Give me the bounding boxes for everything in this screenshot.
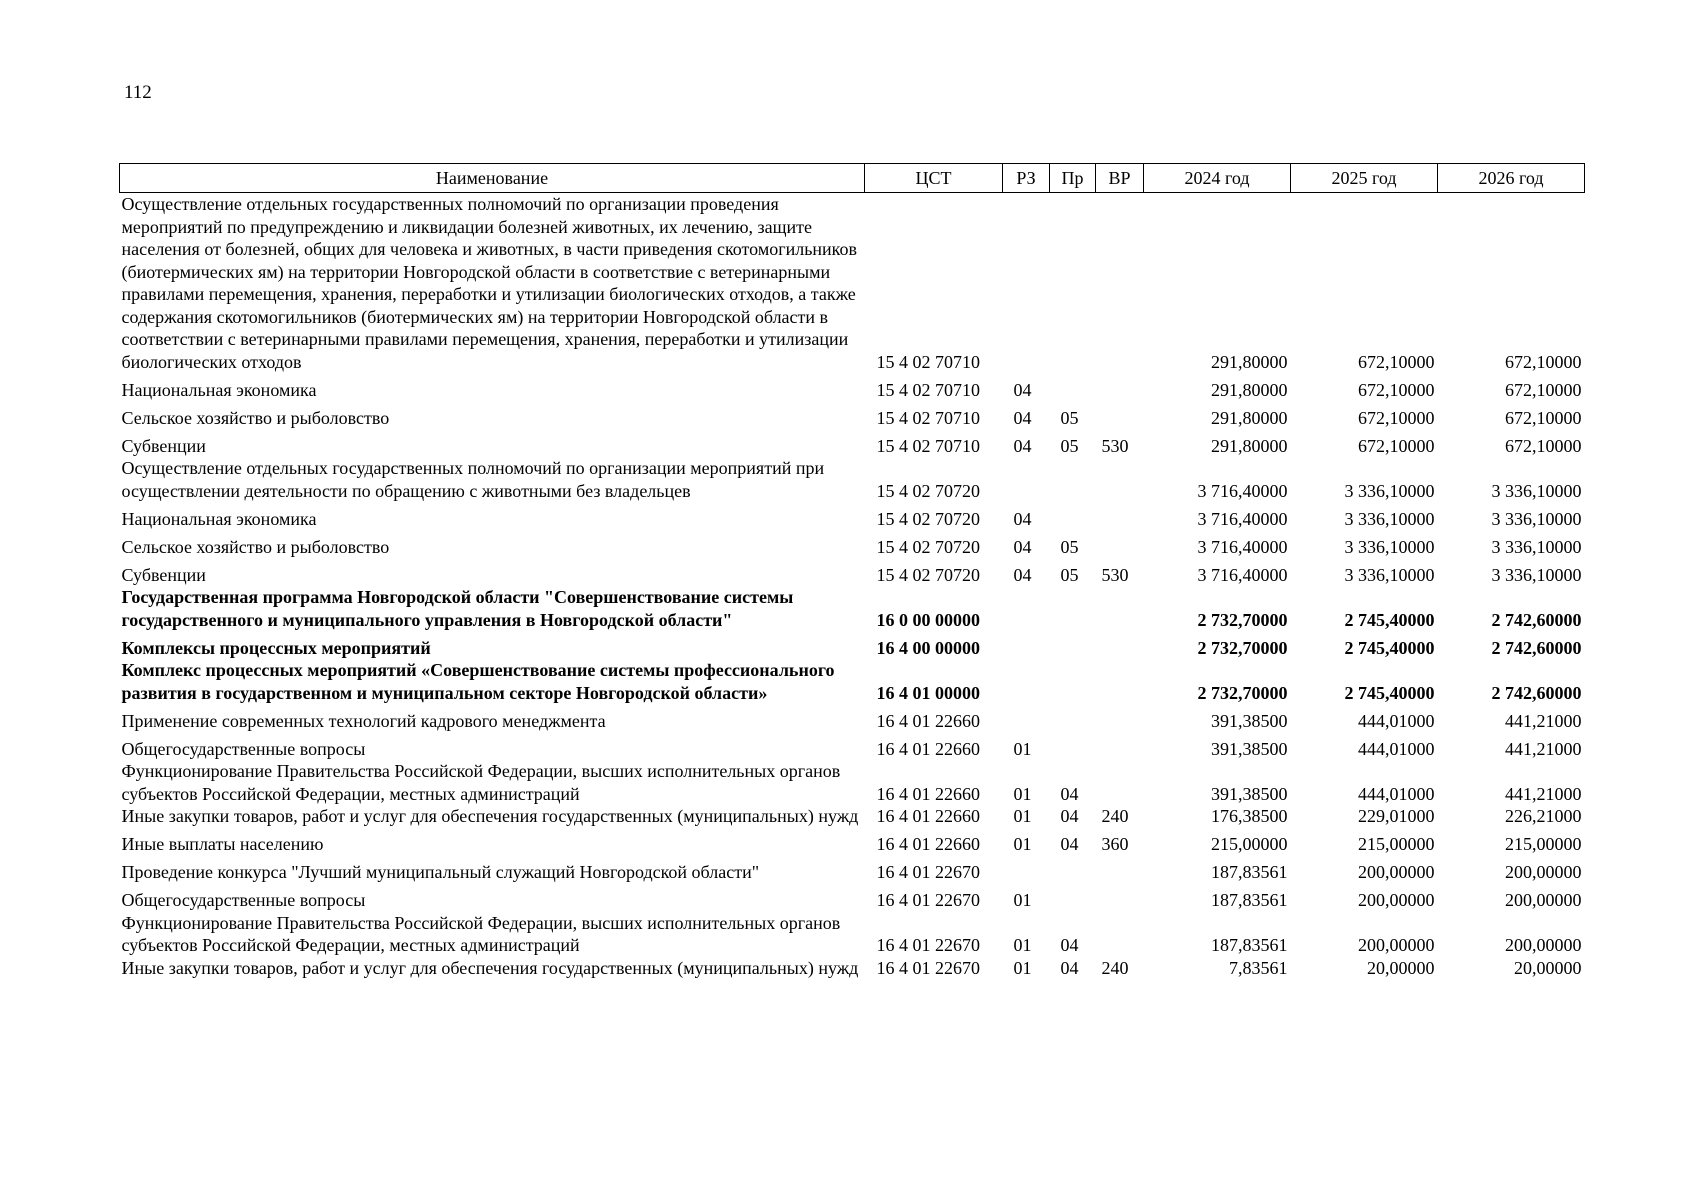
- row-pr: 05: [1060, 435, 1079, 456]
- table-row: [120, 558, 1585, 586]
- row-rz: 04: [1013, 536, 1032, 557]
- row-2026: 215,00000: [1505, 834, 1582, 854]
- row-name: Осуществление отдельных государственных полномочий по организации проведения мероприятий по предупреждению и ликвидации болезней животных, их лечению, защите населения от болезней, общих для человека и животных, в части приведения скотомогильников (биотермических ям) на территории Новгородской области в соответствие с ветеринарными правилами перемещения, хранения, переработки и утилизации биологических отходов, а также содержания скотомогильников (биотермических ям) на территории Новгородской области в соответствии с ветеринарными правилами перемещения, хранения, переработки и утилизации биологических отходов: [121, 194, 858, 372]
- row-pr: [1050, 631, 1096, 659]
- row-vr: [1096, 373, 1144, 401]
- row-vr: [1096, 193, 1144, 374]
- row-pr: 05: [1060, 564, 1079, 585]
- row-2024: 291,80000: [1211, 435, 1288, 456]
- row-name: Применение современных технологий кадрового менеджмента: [121, 710, 606, 731]
- header-row: [120, 164, 1585, 193]
- row-rz: 04: [1013, 435, 1032, 456]
- table-row: [120, 884, 1585, 912]
- row-2024: 2 732,70000: [1197, 682, 1288, 703]
- row-2025: 200,00000: [1358, 935, 1435, 955]
- table-header: [120, 164, 1585, 193]
- row-rz: [1003, 631, 1050, 659]
- row-2024: 187,83561: [1211, 862, 1288, 882]
- row-2025: 2 745,40000: [1344, 637, 1435, 658]
- row-cst: 16 4 01 22660: [876, 738, 980, 759]
- table-body: [120, 193, 1585, 980]
- row-vr: [1096, 884, 1144, 912]
- row-2025: 672,10000: [1358, 407, 1435, 428]
- row-vr: [1096, 631, 1144, 659]
- row-vr: [1096, 401, 1144, 429]
- row-2024: 291,80000: [1211, 351, 1288, 372]
- row-2024: 3 716,40000: [1197, 508, 1288, 529]
- row-name: Комплекс процессных мероприятий «Совершенствование системы профессионального развития в государственном и муниципальном секторе Новгородской области»: [121, 660, 835, 703]
- table-row: [120, 429, 1585, 457]
- table-row: [120, 957, 1585, 980]
- row-cst: 16 4 01 22670: [876, 935, 980, 955]
- table-row: [120, 912, 1585, 957]
- row-rz: [1003, 193, 1050, 374]
- row-rz: 04: [1013, 508, 1032, 529]
- row-cst: 16 4 01 22660: [876, 783, 980, 804]
- row-pr: 04: [1060, 957, 1079, 978]
- row-2024: 2 732,70000: [1197, 637, 1288, 658]
- row-cst: 15 4 02 70720: [876, 536, 980, 557]
- row-2025: 3 336,10000: [1344, 536, 1435, 557]
- row-rz: [1003, 856, 1050, 884]
- row-2025: 2 745,40000: [1344, 682, 1435, 703]
- row-vr: [1096, 732, 1144, 760]
- row-pr: 05: [1060, 536, 1079, 557]
- row-2024: 176,38500: [1211, 806, 1288, 826]
- row-cst: 16 4 01 22660: [876, 806, 980, 826]
- table-row: [120, 760, 1585, 805]
- header-2024: 2024 год: [1144, 164, 1291, 193]
- row-2024: 391,38500: [1211, 710, 1288, 731]
- row-vr: 240: [1101, 957, 1129, 978]
- row-2025: 672,10000: [1358, 435, 1435, 456]
- row-2026: 672,10000: [1505, 407, 1582, 428]
- row-name: Иные выплаты населению: [121, 834, 324, 854]
- header-rz: РЗ: [1003, 164, 1050, 193]
- row-2024: 3 716,40000: [1197, 480, 1288, 501]
- table-row: [120, 401, 1585, 429]
- row-pr: [1050, 457, 1096, 502]
- row-name: Национальная экономика: [121, 508, 317, 529]
- row-2026: 200,00000: [1505, 935, 1582, 955]
- row-pr: [1050, 502, 1096, 530]
- row-2025: 215,00000: [1358, 834, 1435, 854]
- row-pr: 04: [1060, 834, 1079, 854]
- row-2024: 187,83561: [1211, 890, 1288, 910]
- row-2025: 444,01000: [1358, 783, 1435, 804]
- row-vr: [1096, 856, 1144, 884]
- row-rz: 01: [1013, 957, 1032, 978]
- row-name: Функционирование Правительства Российской Федерации, высших исполнительных органов субъектов Российской Федерации, местных администраций: [121, 912, 841, 955]
- row-name: Функционирование Правительства Российской Федерации, высших исполнительных органов субъектов Российской Федерации, местных администраций: [121, 761, 841, 804]
- row-vr: [1096, 659, 1144, 704]
- row-2026: 672,10000: [1505, 435, 1582, 456]
- table-row: [120, 586, 1585, 631]
- table-row: [120, 856, 1585, 884]
- table-row: [120, 502, 1585, 530]
- row-name: Национальная экономика: [121, 379, 317, 400]
- row-2026: 2 742,60000: [1491, 682, 1582, 703]
- row-2024: 187,83561: [1211, 935, 1288, 955]
- row-2026: 672,10000: [1505, 351, 1582, 372]
- row-2024: 291,80000: [1211, 407, 1288, 428]
- row-rz: 04: [1013, 379, 1032, 400]
- row-2025: 3 336,10000: [1344, 508, 1435, 529]
- row-2025: 20,00000: [1367, 957, 1435, 978]
- row-2025: 444,01000: [1358, 738, 1435, 759]
- row-pr: [1050, 586, 1096, 631]
- row-pr: [1050, 732, 1096, 760]
- row-2026: 672,10000: [1505, 379, 1582, 400]
- row-2025: 200,00000: [1358, 862, 1435, 882]
- row-2025: 672,10000: [1358, 379, 1435, 400]
- table-row: [120, 457, 1585, 502]
- row-vr: [1096, 586, 1144, 631]
- row-name: Сельское хозяйство и рыболовство: [121, 536, 390, 557]
- row-rz: 01: [1013, 783, 1032, 804]
- row-2025: 672,10000: [1358, 351, 1435, 372]
- header-name: Наименование: [120, 164, 865, 193]
- row-2025: 3 336,10000: [1344, 480, 1435, 501]
- row-vr: 530: [1101, 564, 1129, 585]
- row-vr: [1096, 912, 1144, 957]
- row-2026: 3 336,10000: [1491, 536, 1582, 557]
- row-2026: 20,00000: [1514, 957, 1582, 978]
- row-2026: 441,21000: [1505, 710, 1582, 731]
- header-2026: 2026 год: [1438, 164, 1585, 193]
- row-rz: 04: [1013, 564, 1032, 585]
- row-2024: 2 732,70000: [1197, 609, 1288, 630]
- row-cst: 16 4 01 22670: [876, 957, 980, 978]
- row-rz: 01: [1013, 890, 1032, 910]
- row-cst: 16 4 01 22660: [876, 834, 980, 854]
- row-2024: 391,38500: [1211, 783, 1288, 804]
- row-pr: 04: [1060, 783, 1079, 804]
- row-pr: [1050, 659, 1096, 704]
- table-row: [120, 193, 1585, 374]
- row-cst: 16 4 01 22660: [876, 710, 980, 731]
- row-cst: 15 4 02 70710: [876, 435, 980, 456]
- table-row: [120, 828, 1585, 856]
- row-rz: 01: [1013, 738, 1032, 759]
- row-2024: 3 716,40000: [1197, 536, 1288, 557]
- row-cst: 15 4 02 70710: [876, 379, 980, 400]
- row-cst: 15 4 02 70720: [876, 508, 980, 529]
- row-cst: 15 4 02 70720: [876, 480, 980, 501]
- row-name: Сельское хозяйство и рыболовство: [121, 407, 390, 428]
- row-2024: 7,83561: [1229, 957, 1288, 978]
- row-pr: [1050, 884, 1096, 912]
- row-name: Проведение конкурса "Лучший муниципальный служащий Новгородской области": [121, 862, 760, 882]
- row-name: Осуществление отдельных государственных полномочий по организации мероприятий при осуществлении деятельности по обращению с животными без владельцев: [121, 458, 825, 501]
- row-cst: 16 4 01 00000: [876, 682, 980, 703]
- row-vr: [1096, 502, 1144, 530]
- table-row: [120, 704, 1585, 732]
- row-name: Комплексы процессных мероприятий: [121, 637, 431, 658]
- row-2026: 3 336,10000: [1491, 480, 1582, 501]
- row-2026: 2 742,60000: [1491, 609, 1582, 630]
- row-rz: [1003, 659, 1050, 704]
- row-cst: 15 4 02 70710: [876, 407, 980, 428]
- row-2024: 391,38500: [1211, 738, 1288, 759]
- row-name: Иные закупки товаров, работ и услуг для обеспечения государственных (муниципальных) нужд: [121, 806, 859, 826]
- row-2026: 200,00000: [1505, 862, 1582, 882]
- row-name: Субвенции: [121, 435, 206, 456]
- row-rz: [1003, 457, 1050, 502]
- row-pr: [1050, 193, 1096, 374]
- row-rz: [1003, 586, 1050, 631]
- row-2026: 200,00000: [1505, 890, 1582, 910]
- row-2025: 3 336,10000: [1344, 564, 1435, 585]
- row-rz: [1003, 704, 1050, 732]
- row-vr: 240: [1101, 806, 1129, 826]
- row-cst: 16 4 01 22670: [876, 862, 980, 882]
- row-vr: [1096, 530, 1144, 558]
- table-row: [120, 530, 1585, 558]
- table-row: [120, 659, 1585, 704]
- row-pr: 05: [1060, 407, 1079, 428]
- row-pr: [1050, 373, 1096, 401]
- row-2026: 3 336,10000: [1491, 564, 1582, 585]
- header-vr: ВР: [1096, 164, 1144, 193]
- table-row: [120, 631, 1585, 659]
- row-pr: [1050, 704, 1096, 732]
- row-cst: 15 4 02 70720: [876, 564, 980, 585]
- row-cst: 16 4 01 22670: [876, 890, 980, 910]
- row-2026: 441,21000: [1505, 738, 1582, 759]
- row-vr: 360: [1101, 834, 1129, 854]
- row-2025: 229,01000: [1358, 806, 1435, 826]
- row-cst: 16 4 00 00000: [876, 637, 980, 658]
- row-rz: 01: [1013, 935, 1032, 955]
- row-2024: 291,80000: [1211, 379, 1288, 400]
- row-2025: 2 745,40000: [1344, 609, 1435, 630]
- table-row: [120, 805, 1585, 828]
- table-row: [120, 373, 1585, 401]
- header-pr: Пр: [1050, 164, 1096, 193]
- page-number: 112: [124, 82, 152, 103]
- row-2025: 444,01000: [1358, 710, 1435, 731]
- row-2026: 2 742,60000: [1491, 637, 1582, 658]
- row-rz: 01: [1013, 806, 1032, 826]
- row-vr: [1096, 457, 1144, 502]
- row-2026: 3 336,10000: [1491, 508, 1582, 529]
- row-2024: 215,00000: [1211, 834, 1288, 854]
- row-name: Общегосударственные вопросы: [121, 738, 366, 759]
- row-vr: [1096, 760, 1144, 805]
- row-name: Иные закупки товаров, работ и услуг для обеспечения государственных (муниципальных) нужд: [121, 957, 859, 978]
- row-pr: 04: [1060, 935, 1079, 955]
- row-2026: 441,21000: [1505, 783, 1582, 804]
- table-row: [120, 732, 1585, 760]
- row-2026: 226,21000: [1505, 806, 1582, 826]
- budget-table-container: [119, 163, 1584, 979]
- row-rz: 01: [1013, 834, 1032, 854]
- budget-table: [119, 163, 1585, 979]
- row-name: Государственная программа Новгородской области "Совершенствование системы государственного и муниципального управления в Новгородской области": [121, 587, 794, 630]
- header-2025: 2025 год: [1291, 164, 1438, 193]
- row-rz: 04: [1013, 407, 1032, 428]
- row-name: Субвенции: [121, 564, 206, 585]
- row-pr: [1050, 856, 1096, 884]
- row-pr: 04: [1060, 806, 1079, 826]
- row-2025: 200,00000: [1358, 890, 1435, 910]
- row-cst: 16 0 00 00000: [876, 609, 980, 630]
- row-vr: [1096, 704, 1144, 732]
- row-name: Общегосударственные вопросы: [121, 890, 366, 910]
- header-cst: ЦСТ: [865, 164, 1003, 193]
- row-2024: 3 716,40000: [1197, 564, 1288, 585]
- row-cst: 15 4 02 70710: [876, 351, 980, 372]
- row-vr: 530: [1101, 435, 1129, 456]
